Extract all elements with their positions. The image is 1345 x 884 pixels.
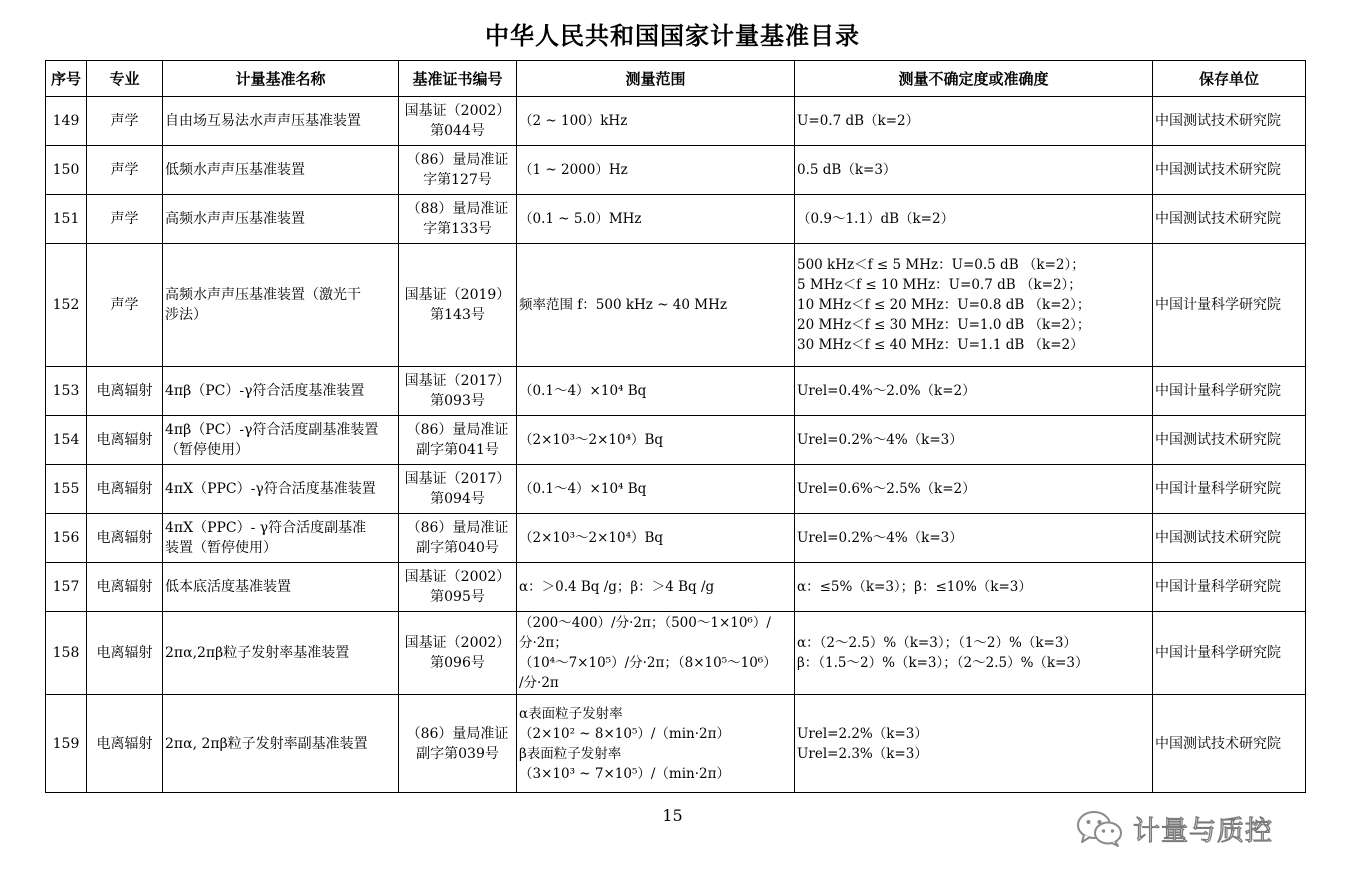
- row-uncertainty-line: 30 MHz＜f ≤ 40 MHz：U=1.1 dB （k=2）: [797, 337, 1084, 353]
- row-custodian-unit: 中国测试技术研究院: [1153, 416, 1306, 465]
- row-measurement-range-line: （2×10³～2×10⁴）Bq: [519, 530, 664, 546]
- row-standard-name: [163, 695, 399, 793]
- table-body: [46, 97, 1306, 793]
- row-uncertainty-line: 20 MHz＜f ≤ 30 MHz：U=1.0 dB （k=2）；: [797, 317, 1091, 333]
- table-row: [46, 695, 1306, 793]
- row-certificate-number-line: 副字第041号: [416, 442, 499, 458]
- table-row: [46, 97, 1306, 146]
- row-custodian-unit: 中国测试技术研究院: [1153, 195, 1306, 244]
- row-field: 电离辐射: [87, 563, 163, 612]
- row-uncertainty: [795, 612, 1153, 695]
- row-field: 电离辐射: [87, 612, 163, 695]
- table-row: [46, 416, 1306, 465]
- row-standard-name-line: 4πX（PPC）-γ符合活度基准装置: [165, 481, 376, 497]
- row-measurement-range: [517, 146, 795, 195]
- row-custodian-unit: 中国计量科学研究院: [1153, 244, 1306, 367]
- row-standard-name-line: 涉法）: [165, 307, 207, 323]
- row-certificate-number-line: 第093号: [430, 393, 485, 409]
- row-number: 159: [46, 695, 87, 793]
- row-standard-name-line: 2πα, 2πβ粒子发射率副基准装置: [165, 735, 368, 752]
- row-measurement-range-line: （2×10³～2×10⁴）Bq: [519, 432, 664, 448]
- row-field: 声学: [87, 195, 163, 244]
- table-row: [46, 612, 1306, 695]
- row-certificate-number-line: 国基证（2002）: [404, 635, 511, 651]
- row-measurement-range-line: /分·2π: [519, 675, 559, 691]
- row-measurement-range-line: 频率范围 f：500 kHz ~ 40 MHz: [519, 297, 727, 313]
- row-measurement-range: [517, 563, 795, 612]
- row-measurement-range-line: （0.1～4）×10⁴ Bq: [519, 481, 647, 497]
- row-certificate-number-line: 第094号: [430, 491, 485, 507]
- row-standard-name: [163, 146, 399, 195]
- table-row: [46, 195, 1306, 244]
- row-uncertainty: [795, 563, 1153, 612]
- row-measurement-range-line: （0.1～4）×10⁴ Bq: [519, 383, 647, 399]
- row-uncertainty-line: Urel=0.6%～2.5%（k=2）: [797, 481, 976, 497]
- row-measurement-range-line: （1 ~ 2000）Hz: [519, 162, 628, 178]
- row-standard-name-line: 高频水声声压基准装置（激光干: [165, 287, 361, 303]
- row-measurement-range-line: （10⁴～7×10⁵）/分·2π；（8×10⁵～10⁶）: [519, 655, 777, 671]
- row-field: 声学: [87, 146, 163, 195]
- row-certificate-number: [399, 563, 517, 612]
- row-standard-name-line: 2πα,2πβ粒子发射率基准装置: [165, 645, 350, 661]
- row-uncertainty-line: 5 MHz＜f ≤ 10 MHz：U=0.7 dB （k=2）；: [797, 277, 1082, 293]
- row-certificate-number: [399, 146, 517, 195]
- row-uncertainty: [795, 695, 1153, 793]
- row-custodian-unit: 中国测试技术研究院: [1153, 695, 1306, 793]
- row-measurement-range-line: （2×10² ~ 8×10⁵）/（min·2π）: [519, 725, 730, 742]
- row-certificate-number: [399, 244, 517, 367]
- row-measurement-range-line: （3×10³ ~ 7×10⁵）/（min·2π）: [519, 765, 730, 782]
- header-uncertainty: 测量不确定度或准确度: [795, 61, 1153, 97]
- table-row: [46, 514, 1306, 563]
- row-certificate-number-line: 第095号: [430, 589, 485, 605]
- table-row: [46, 146, 1306, 195]
- row-measurement-range-line: α：＞0.4 Bq /g；β：＞4 Bq /g: [519, 579, 715, 595]
- row-measurement-range-line: β表面粒子发射率: [519, 745, 622, 762]
- row-custodian-unit: 中国测试技术研究院: [1153, 97, 1306, 146]
- row-number: 152: [46, 244, 87, 367]
- row-number: 153: [46, 367, 87, 416]
- row-uncertainty: [795, 465, 1153, 514]
- row-standard-name-line: 高频水声声压基准装置: [165, 211, 305, 227]
- row-uncertainty-line: 500 kHz＜f ≤ 5 MHz：U=0.5 dB （k=2）；: [797, 257, 1085, 273]
- row-field: 电离辐射: [87, 367, 163, 416]
- row-certificate-number-line: 国基证（2019）: [404, 287, 511, 303]
- row-custodian-unit: 中国计量科学研究院: [1153, 563, 1306, 612]
- row-certificate-number: [399, 367, 517, 416]
- row-certificate-number-line: 第096号: [430, 655, 485, 671]
- header-field: 专业: [87, 61, 163, 97]
- row-standard-name: [163, 465, 399, 514]
- row-uncertainty: [795, 367, 1153, 416]
- row-measurement-range: [517, 244, 795, 367]
- header-no: 序号: [46, 61, 87, 97]
- row-standard-name-line: 低本底活度基准装置: [165, 579, 291, 595]
- row-standard-name: [163, 195, 399, 244]
- row-certificate-number: [399, 97, 517, 146]
- row-uncertainty: [795, 416, 1153, 465]
- row-uncertainty-line: （0.9～1.1）dB（k=2）: [797, 211, 955, 227]
- row-uncertainty-line: Urel=0.4%～2.0%（k=2）: [797, 383, 976, 399]
- row-uncertainty-line: 0.5 dB（k=3）: [797, 162, 897, 178]
- row-number: 156: [46, 514, 87, 563]
- row-uncertainty: [795, 195, 1153, 244]
- watermark: [1075, 806, 1273, 850]
- row-certificate-number: [399, 695, 517, 793]
- row-standard-name: [163, 612, 399, 695]
- row-field: 电离辐射: [87, 416, 163, 465]
- row-certificate-number-line: （88）量局准证: [406, 201, 509, 217]
- row-measurement-range: [517, 97, 795, 146]
- row-certificate-number-line: 副字第040号: [416, 540, 499, 556]
- row-certificate-number: [399, 612, 517, 695]
- row-measurement-range-line: α表面粒子发射率: [519, 705, 623, 722]
- table-row: [46, 367, 1306, 416]
- row-certificate-number-line: 字第133号: [423, 221, 492, 237]
- header-unit: 保存单位: [1153, 61, 1306, 97]
- row-standard-name-line: 4πβ（PC）-γ符合活度副基准装置: [165, 422, 379, 438]
- row-uncertainty: [795, 146, 1153, 195]
- row-custodian-unit: 中国测试技术研究院: [1153, 514, 1306, 563]
- row-custodian-unit: 中国计量科学研究院: [1153, 465, 1306, 514]
- row-number: 151: [46, 195, 87, 244]
- row-uncertainty-line: α：（2～2.5）%（k=3）；（1～2）%（k=3）: [797, 635, 1077, 651]
- row-standard-name: [163, 244, 399, 367]
- row-standard-name: [163, 416, 399, 465]
- row-measurement-range-line: （200～400）/分·2π；（500～1×10⁶）/: [519, 615, 771, 631]
- table-row: [46, 563, 1306, 612]
- header-name: 计量基准名称: [163, 61, 399, 97]
- row-certificate-number-line: 副字第039号: [416, 745, 499, 762]
- row-standard-name: [163, 563, 399, 612]
- row-certificate-number-line: 国基证（2002）: [404, 103, 511, 119]
- row-uncertainty-line: Urel=2.3%（k=3）: [797, 745, 928, 762]
- row-uncertainty-line: Urel=0.2%～4%（k=3）: [797, 432, 963, 448]
- wechat-icon: [1075, 808, 1125, 848]
- row-number: 157: [46, 563, 87, 612]
- row-measurement-range-line: （0.1 ~ 5.0）MHz: [519, 211, 642, 227]
- row-field: 电离辐射: [87, 695, 163, 793]
- watermark-text: 计量与质控: [1133, 815, 1273, 847]
- row-certificate-number-line: 第044号: [430, 123, 485, 139]
- row-number: 150: [46, 146, 87, 195]
- row-certificate-number-line: （86）量局准证: [406, 152, 509, 168]
- row-certificate-number: [399, 465, 517, 514]
- row-standard-name-line: 4πβ（PC）-γ符合活度基准装置: [165, 383, 365, 399]
- page-number: 15: [662, 806, 683, 825]
- row-measurement-range: [517, 367, 795, 416]
- row-field: 电离辐射: [87, 465, 163, 514]
- table-row: [46, 465, 1306, 514]
- row-uncertainty-line: 10 MHz＜f ≤ 20 MHz：U=0.8 dB （k=2）；: [797, 297, 1091, 313]
- row-uncertainty: [795, 514, 1153, 563]
- row-custodian-unit: 中国测试技术研究院: [1153, 146, 1306, 195]
- row-certificate-number-line: （86）量局准证: [406, 520, 509, 536]
- row-measurement-range: [517, 612, 795, 695]
- row-number: 155: [46, 465, 87, 514]
- row-certificate-number: [399, 416, 517, 465]
- header-cert: 基准证书编号: [399, 61, 517, 97]
- row-uncertainty: [795, 244, 1153, 367]
- row-uncertainty-line: Urel=2.2%（k=3）: [797, 725, 928, 742]
- row-uncertainty: [795, 97, 1153, 146]
- table-row: [46, 244, 1306, 367]
- row-certificate-number-line: 国基证（2017）: [404, 471, 511, 487]
- row-standard-name-line: 4πX（PPC）- γ符合活度副基准: [165, 520, 367, 536]
- row-standard-name-line: 低频水声声压基准装置: [165, 162, 305, 178]
- header-range: 测量范围: [517, 61, 795, 97]
- row-standard-name-line: （暂停使用）: [165, 442, 249, 458]
- row-certificate-number-line: 第143号: [430, 307, 485, 323]
- row-measurement-range: [517, 695, 795, 793]
- row-field: 声学: [87, 244, 163, 367]
- row-uncertainty-line: U=0.7 dB（k=2）: [797, 113, 920, 129]
- table-header-row: [46, 61, 1306, 97]
- row-measurement-range: [517, 514, 795, 563]
- row-measurement-range: [517, 195, 795, 244]
- row-uncertainty-line: α：≤5%（k=3）；β：≤10%（k=3）: [797, 579, 1032, 595]
- row-standard-name-line: 装置（暂停使用）: [165, 540, 277, 556]
- row-measurement-range: [517, 416, 795, 465]
- row-certificate-number-line: 国基证（2002）: [404, 569, 511, 585]
- row-custodian-unit: 中国计量科学研究院: [1153, 367, 1306, 416]
- row-certificate-number: [399, 514, 517, 563]
- row-measurement-range: [517, 465, 795, 514]
- row-number: 154: [46, 416, 87, 465]
- row-number: 158: [46, 612, 87, 695]
- row-standard-name: [163, 514, 399, 563]
- row-measurement-range-line: （2 ~ 100）kHz: [519, 113, 628, 129]
- row-certificate-number-line: 国基证（2017）: [404, 373, 511, 389]
- row-standard-name: [163, 367, 399, 416]
- row-uncertainty-line: Urel=0.2%～4%（k=3）: [797, 530, 963, 546]
- row-certificate-number-line: 字第127号: [423, 172, 492, 188]
- row-field: 电离辐射: [87, 514, 163, 563]
- row-uncertainty-line: β：（1.5～2）%（k=3）；（2～2.5）%（k=3）: [797, 655, 1089, 671]
- row-field: 声学: [87, 97, 163, 146]
- row-custodian-unit: 中国计量科学研究院: [1153, 612, 1306, 695]
- row-certificate-number: [399, 195, 517, 244]
- page-title: 中华人民共和国国家计量基准目录: [485, 21, 860, 50]
- row-certificate-number-line: （86）量局准证: [406, 422, 509, 438]
- standards-table: [45, 60, 1306, 793]
- row-standard-name-line: 自由场互易法水声声压基准装置: [165, 113, 361, 129]
- row-standard-name: [163, 97, 399, 146]
- row-certificate-number-line: （86）量局准证: [406, 725, 509, 742]
- row-number: 149: [46, 97, 87, 146]
- row-measurement-range-line: 分·2π；: [519, 635, 568, 651]
